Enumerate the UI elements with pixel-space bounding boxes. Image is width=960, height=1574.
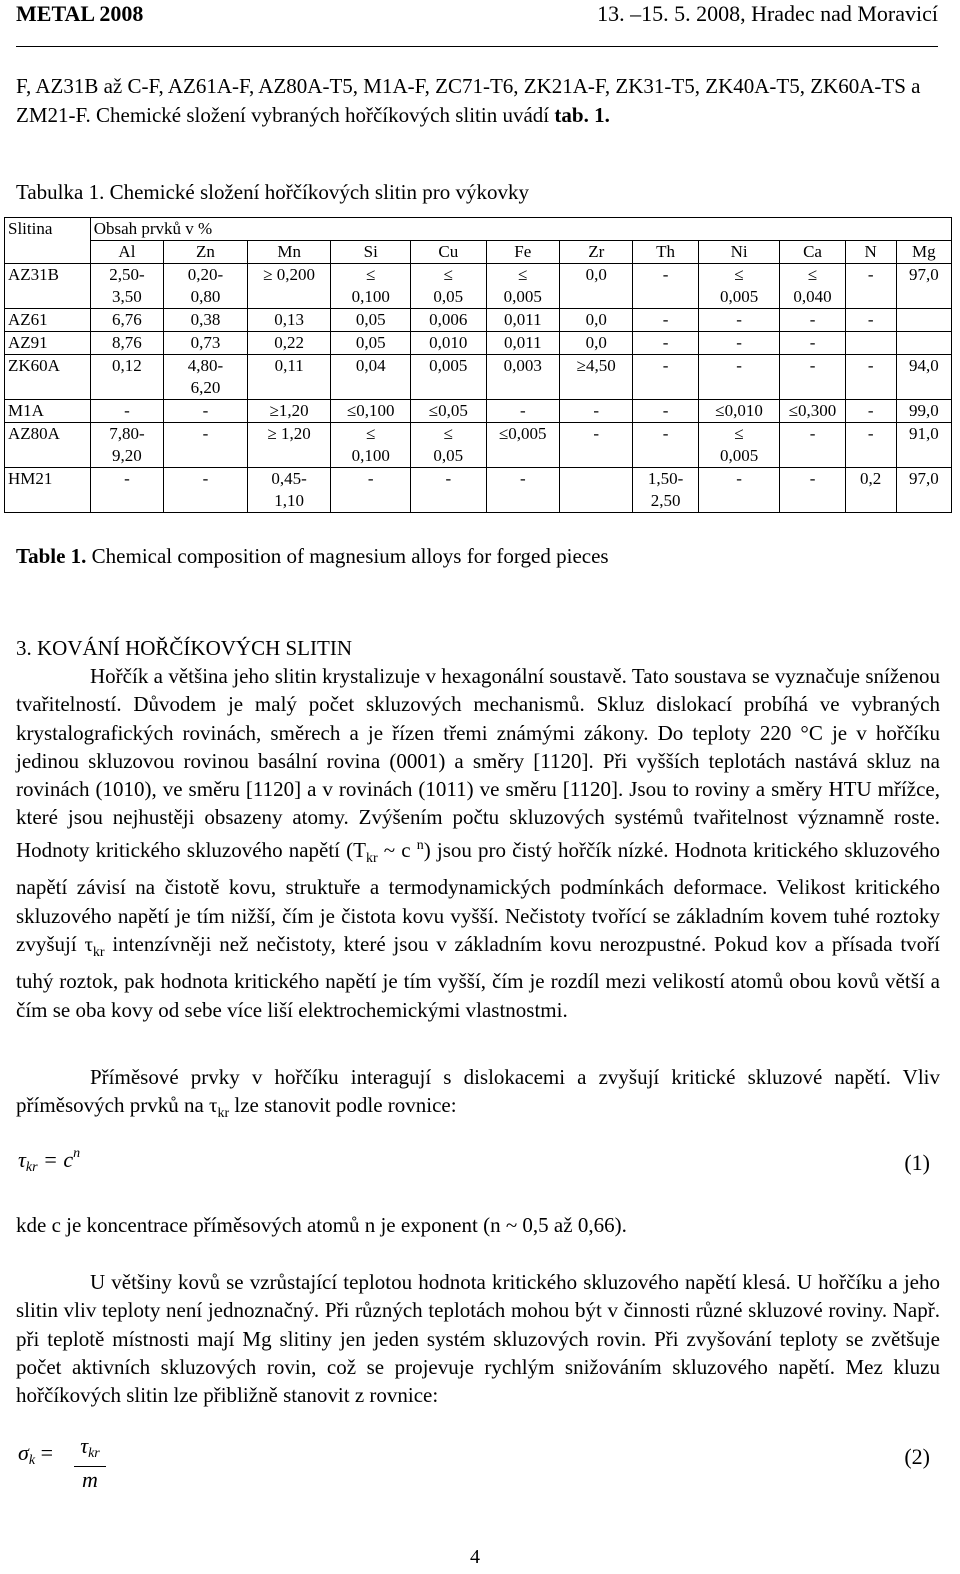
eq2-num-sub: kr: [88, 1446, 100, 1461]
table-cell: 0,010: [411, 332, 487, 355]
header-alloy: Slitina: [5, 218, 91, 264]
table-cell: -: [411, 468, 487, 513]
table-cell: ≥4,50: [560, 355, 633, 400]
table-cell: -: [331, 468, 411, 513]
element-header: Ca: [780, 241, 845, 264]
table-row: [5, 400, 952, 423]
eq2-num: τ: [80, 1433, 89, 1458]
element-header: Zr: [560, 241, 633, 264]
table-cell: 0,12: [90, 355, 163, 400]
table-cell: 0,003: [486, 355, 559, 400]
table-cell: -: [633, 332, 698, 355]
table-cell: 0,04: [331, 355, 411, 400]
p1-text-b: ) jsou pro čistý hořčík nízké. Hodnota kritického skluzového napětí závisí na čistotě kovu, struktuře a termodynamických podmínkách deformace. Velikost kritického skluzového napětí je tím nižší, čím je čistota kovu vyšší. Nečistoty tvořící se základním kovem tuhé roztoky zvyšují τ: [16, 837, 941, 956]
table-cell: [896, 309, 951, 332]
table-cell: [560, 468, 633, 513]
table-cell: -: [633, 264, 698, 309]
paragraph-definition: kde c je koncentrace příměsových atomů n je exponent (n ~ 0,5 až 0,66).: [16, 1213, 627, 1237]
eq2-sub: k: [28, 1453, 36, 1468]
table-cell: ≤ 0,005: [698, 264, 780, 309]
table-cell: 0,45- 1,10: [247, 468, 331, 513]
table-cell: -: [845, 309, 896, 332]
eq2-numerator: [74, 1434, 106, 1467]
table-cell: ≤0,010: [698, 400, 780, 423]
element-header: Al: [90, 241, 163, 264]
table-cell: 0,13: [247, 309, 331, 332]
paragraph-impurities: [16, 1063, 940, 1129]
table-cell: -: [698, 355, 780, 400]
table-cell: 0,20- 0,80: [164, 264, 248, 309]
table-cell: 97,0: [896, 468, 951, 513]
table-cell: -: [698, 468, 780, 513]
alloy-name: AZ91: [5, 332, 91, 355]
paragraph-temperature: U většiny kovů se vzrůstající teplotou hodnota kritického skluzového napětí klesá. U hořčíku a jeho slitin vliv teploty není jednoznačný. Při různých teplotách mohou být v činnosti různé skluzové roviny. Např. při teplotě místnosti mají Mg slitiny jen jeden systém skluzových rovin. Při zvyšování teploty se zvětšuje počet aktivních skluzových rovin, což se projevuje rychlým snižováním skluzového napětí. Mez kluzu hořčíkových slitin lze přibližně stanovit z rovnice:: [16, 1270, 940, 1408]
equation-2: [16, 1434, 938, 1490]
table-cell: ≤ 0,05: [411, 423, 487, 468]
table-cell: 7,80- 9,20: [90, 423, 163, 468]
table-cell: -: [845, 264, 896, 309]
eq1-sub: kr: [25, 1160, 38, 1175]
composition-table: [4, 217, 952, 513]
page-header: [16, 0, 938, 30]
table-cell: 0,0: [560, 264, 633, 309]
table-cell: ≤ 0,005: [698, 423, 780, 468]
table-cell: ≤0,005: [486, 423, 559, 468]
table-cell: ≥ 0,200: [247, 264, 331, 309]
table-cell: -: [486, 400, 559, 423]
table-cell: [845, 332, 896, 355]
table-cell: -: [780, 332, 845, 355]
table-cell: ≤ 0,05: [411, 264, 487, 309]
table-cell: ≤ 0,005: [486, 264, 559, 309]
page-number: 4: [470, 1546, 480, 1568]
table-cell: 0,011: [486, 309, 559, 332]
alloy-name: HM21: [5, 468, 91, 513]
table-cell: 0,005: [411, 355, 487, 400]
table-cell: -: [560, 423, 633, 468]
conference-name: METAL 2008: [16, 1, 144, 26]
table-cell: 0,11: [247, 355, 331, 400]
eq1-tau: τ: [18, 1147, 26, 1172]
p1-text-c: intenzívněji než nečistoty, které jsou v základním kovu nerozpustné. Pokud kov a přísada tvoří tuhý roztok, pak hodnota kritického napětí je tím vyšší, čím je rozdíl mezi velikostí atomů obou kovů větší a čím se oba kovy od sebe více liší elektrochemickými vlastnostmi.: [16, 931, 940, 1022]
table-cell: 0,0: [560, 309, 633, 332]
table-label: Tabulka 1.: [16, 180, 105, 204]
table-cell: -: [698, 332, 780, 355]
table-caption-en: [16, 542, 609, 570]
table-caption-cz: [16, 178, 529, 206]
table-row: [5, 309, 952, 332]
table-cell: -: [633, 423, 698, 468]
table-cell: 6,76: [90, 309, 163, 332]
table-row: [5, 423, 952, 468]
conference-date-place: 13. –15. 5. 2008, Hradec nad Moravicí: [597, 1, 938, 26]
intro-table-ref: tab. 1.: [554, 102, 610, 127]
equation-2-fraction: [74, 1434, 106, 1493]
table-cell: 0,006: [411, 309, 487, 332]
equation-2-lhs: [18, 1440, 53, 1469]
table-cell: 99,0: [896, 400, 951, 423]
table-header-row: [5, 218, 952, 241]
table-cell: -: [698, 309, 780, 332]
table-cell: -: [845, 400, 896, 423]
table-cell: 8,76: [90, 332, 163, 355]
table-caption-en-text: Chemical composition of magnesium alloys for forged pieces: [86, 544, 609, 568]
table-cell: -: [486, 468, 559, 513]
p2-text-b: lze stanovit podle rovnice:: [229, 1093, 457, 1118]
table-cell: -: [780, 468, 845, 513]
table-cell: -: [780, 355, 845, 400]
eq2-eq: =: [35, 1440, 53, 1465]
element-header: Th: [633, 241, 698, 264]
table-cell: -: [633, 400, 698, 423]
element-header: Mg: [896, 241, 951, 264]
header-rule: [16, 46, 938, 47]
table-row: [5, 468, 952, 513]
table-cell: 0,38: [164, 309, 248, 332]
eq1-sup: n: [73, 1146, 81, 1161]
table-cell: ≤ 0,100: [331, 423, 411, 468]
table-cell: 0,05: [331, 332, 411, 355]
alloy-name: AZ31B: [5, 264, 91, 309]
table-cell: 91,0: [896, 423, 951, 468]
table-cell: 0,05: [331, 309, 411, 332]
intro-text: F, AZ31B až C-F, AZ61A-F, AZ80A-T5, M1A-F, ZC71-T6, ZK21A-F, ZK31-T5, ZK40A-T5, ZK60A-TS a ZM21-F. Chemické složení vybraných hořčíkových slitin uvádí: [16, 74, 921, 127]
element-header: Ni: [698, 241, 780, 264]
table-cell: ≤0,05: [411, 400, 487, 423]
element-header: Cu: [411, 241, 487, 264]
equation-1-expression: [18, 1146, 80, 1176]
alloy-name: AZ61: [5, 309, 91, 332]
table-cell: -: [845, 355, 896, 400]
eq1-rhs: = c: [37, 1147, 74, 1172]
table-caption-text: Chemické složení hořčíkových slitin pro výkovky: [104, 180, 529, 204]
alloy-name: AZ80A: [5, 423, 91, 468]
table-cell: -: [164, 423, 248, 468]
table-cell: -: [90, 468, 163, 513]
table-label-en: Table 1.: [16, 544, 87, 568]
header-content: Obsah prvků v %: [90, 218, 951, 241]
element-header: Si: [331, 241, 411, 264]
section-heading: 3. KOVÁNÍ HOŘČÍKOVÝCH SLITIN: [16, 636, 352, 660]
element-header: N: [845, 241, 896, 264]
table-cell: ≤ 0,100: [331, 264, 411, 309]
table-cell: ≥1,20: [247, 400, 331, 423]
p1-sub-kr: kr: [365, 850, 378, 866]
eq2-denominator: m: [82, 1467, 98, 1492]
p1-text-a: Hořčík a většina jeho slitin krystalizuje v hexagonální soustavě. Tato soustava se vyznačuje sníženou tvařitelností. Důvodem je malý počet skluzových mechanismů. Skluz dislokací probíhá ve vybraných krystalografických rovinách, směrech a je řízen třemi známými zákony. Do teploty 220 °C je v hořčíku jedinou skluzovou rovinou basální rovina (0001) a směry [1120]. Při vyšších teplotách nastává skluz na rovinách (1010), ve směru [1120] a v rovinách (1011) ve směru [1120]. Jsou to roviny a směry HTU mřížce, které jsou nejhustěji obsazeny atomy. Zvýšením počtu skluzových systémů tvařitelnost významně roste. Hodnoty kritického skluzového napětí (T: [16, 664, 940, 862]
table-cell: -: [845, 423, 896, 468]
table-cell: -: [633, 355, 698, 400]
table-cell: -: [90, 400, 163, 423]
table-cell: -: [560, 400, 633, 423]
equation-2-number: (2): [904, 1444, 930, 1469]
table-cell: 0,73: [164, 332, 248, 355]
equation-1-number: (1): [904, 1150, 930, 1175]
table-cell: 0,2: [845, 468, 896, 513]
table-row: [5, 332, 952, 355]
table-row: [5, 264, 952, 309]
table-cell: 4,80- 6,20: [164, 355, 248, 400]
table-cell: [896, 332, 951, 355]
table-cell: ≤ 0,040: [780, 264, 845, 309]
p2-sub: kr: [217, 1106, 230, 1122]
intro-paragraph: [16, 72, 938, 129]
paragraph-slip-systems: [16, 662, 940, 1024]
alloy-name: ZK60A: [5, 355, 91, 400]
p1-sub-kr2: kr: [92, 945, 105, 961]
table-cell: -: [164, 400, 248, 423]
p1-sup-n: n: [416, 837, 424, 853]
table-cell: 0,22: [247, 332, 331, 355]
table-cell: ≤0,100: [331, 400, 411, 423]
table-cell: -: [633, 309, 698, 332]
table-cell: 97,0: [896, 264, 951, 309]
p1-text-mid: ~ c: [377, 837, 417, 862]
table-cell: ≥ 1,20: [247, 423, 331, 468]
equation-1: [16, 1140, 938, 1196]
element-header: Mn: [247, 241, 331, 264]
table-cell: 0,011: [486, 332, 559, 355]
table-element-row: [5, 241, 952, 264]
table-cell: 0,0: [560, 332, 633, 355]
p2-text-a: Příměsové prvky v hořčíku interagují s dislokacemi a zvyšují kritické skluzové napětí. Vliv příměsových prvků na τ: [16, 1065, 940, 1118]
table-cell: -: [780, 423, 845, 468]
table-cell: ≤0,300: [780, 400, 845, 423]
element-header: Zn: [164, 241, 248, 264]
table-cell: 2,50- 3,50: [90, 264, 163, 309]
table-cell: -: [780, 309, 845, 332]
eq2-sigma: σ: [18, 1440, 29, 1465]
element-header: Fe: [486, 241, 559, 264]
table-row: [5, 355, 952, 400]
alloy-name: M1A: [5, 400, 91, 423]
table-cell: 1,50- 2,50: [633, 468, 698, 513]
table-cell: 94,0: [896, 355, 951, 400]
table-cell: -: [164, 468, 248, 513]
